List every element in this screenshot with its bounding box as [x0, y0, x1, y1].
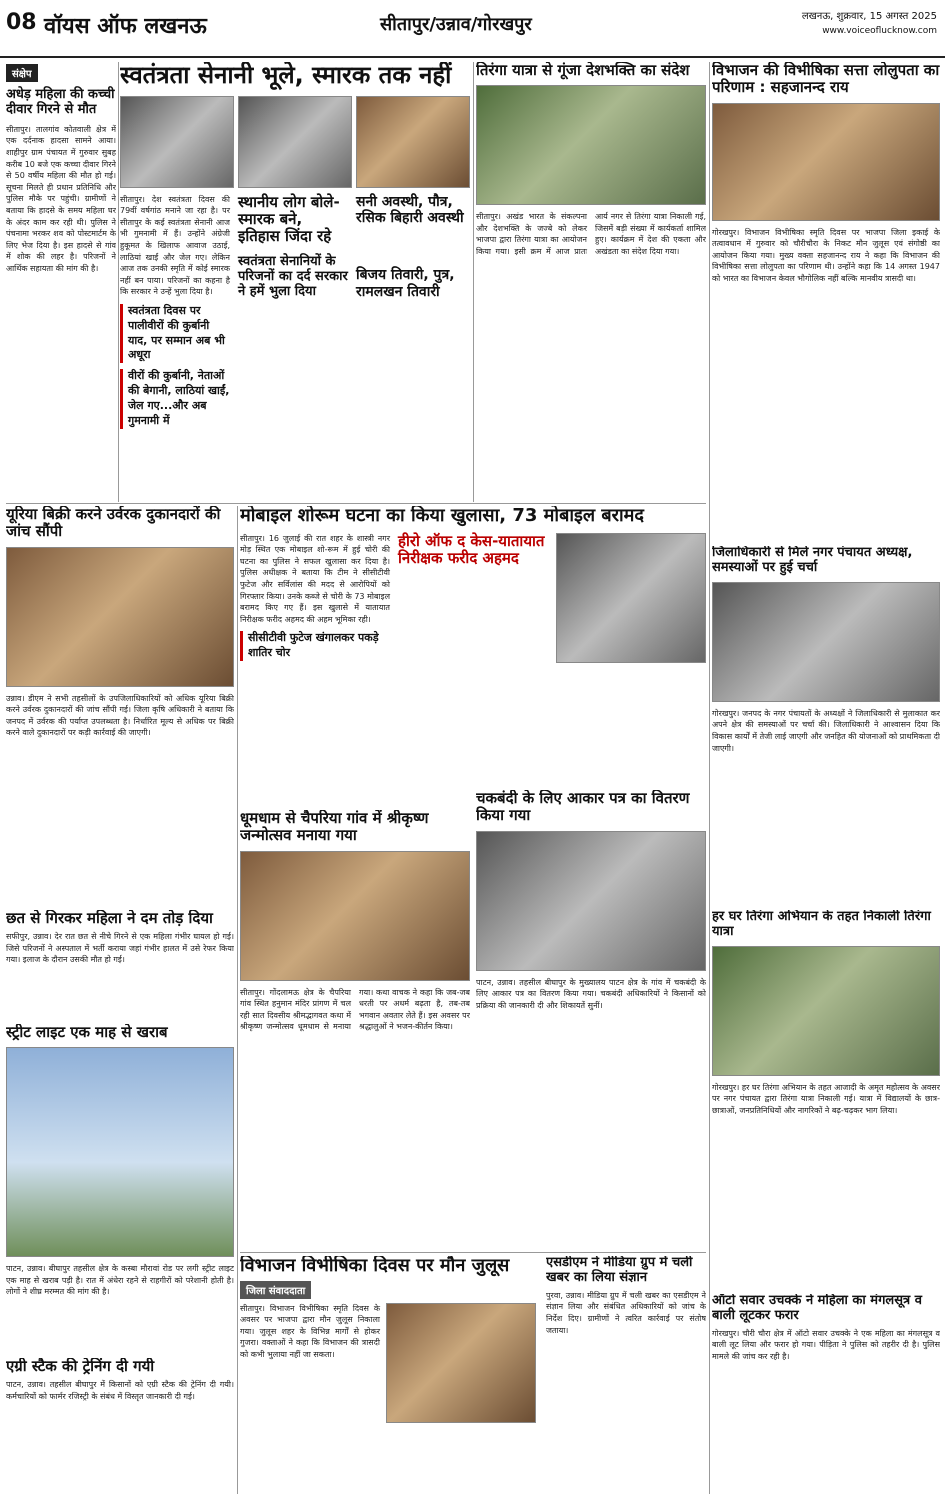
tiranga-headline: तिरंगा यात्रा से गूंजा देशभक्ति का संदेश: [476, 62, 690, 79]
fertilizer-story: [6, 506, 234, 906]
issue-date: लखनऊ, शुक्रवार, 15 अगस्त 2025: [801, 11, 937, 22]
vibhajan-photo: [712, 103, 940, 221]
chakbandi-body: पाटन, उन्नाव। तहसील बीघापुर के मुख्यालय पाटन क्षेत्र के गांव में चकबंदी के लिए आकार पत्र का वितरण किया गया। चकबंदी अधिकारियों ने किसानों को प्रक्रिया की जानकारी दी और शिकायतें सुनीं।: [476, 977, 706, 1010]
tiranga-photo: [476, 85, 706, 205]
vibhajan-headline: विभाजन की विभीषिका सत्ता लोलुपता का परिणाम : सहजानन्द राय: [712, 62, 940, 97]
fertilizer-photo: [6, 547, 234, 687]
janmashtami-story: [240, 810, 470, 1250]
jila-photo: [712, 582, 940, 702]
maun-tag: जिला संवाददाता: [240, 1281, 311, 1299]
freedom-fighters-story: [120, 62, 470, 502]
person-quote-1: सनी अवस्थी, पौत्र, रसिक बिहारी अवस्थी: [356, 193, 464, 227]
brief-headline: अधेड़ महिला की कच्ची दीवार गिरने से मौत: [6, 87, 115, 117]
person-quote-2: बिजय तिवारी, पुत्र, रामलखन तिवारी: [356, 267, 455, 300]
sdm-body: पुरवा, उन्नाव। मीडिया ग्रुप में चली खबर का एसडीएम ने संज्ञान लिया और संबंधित अधिकारियों को जांच के निर्देश दिए। ग्रामीणों ने त्वरित कार्रवाई पर संतोष जताया।: [546, 1290, 706, 1335]
brief-tag: संक्षेप: [6, 64, 38, 82]
janmashtami-body: सीतापुर। गोंदलामऊ क्षेत्र के चैपरिया गांव स्थित हनुमान मंदिर प्रांगण में चल रही सात दिवसीय श्रीमद्भागवत कथा में श्रीकृष्ण जन्मोत्सव धूमधाम से मनाया गया। कथा वाचक ने कहा कि जब-जब धरती पर अधर्म बढ़ता है, तब-तब भगवान अवतार लेते हैं। इस अवसर पर श्रद्धालुओं ने भजन-कीर्तन किया।: [240, 987, 470, 1032]
fighter-photo-1: [120, 96, 234, 188]
chakbandi-story: [476, 790, 706, 1070]
fighter-photo-3: [356, 96, 470, 188]
harghar-body: गोरखपुर। हर घर तिरंगा अभियान के तहत आजादी के अमृत महोत्सव के अवसर पर नगर पंचायत द्वारा तिरंगा यात्रा निकाली गई। यात्रा में विद्यालयों के छात्र-छात्राओं, जनप्रतिनिधियों और नागरिकों ने बढ़-चढ़कर भाग लिया।: [712, 1082, 940, 1116]
agri-body: पाटन, उन्नाव। तहसील बीघापुर में किसानों को एग्री स्टैक की ट्रेनिंग दी गयी। कर्मचारियों को फार्मर रजिस्ट्री के संबंध में विस्तृत जानकारी दी गई।: [6, 1380, 234, 1401]
streetlight-body: पाटन, उन्नाव। बीघापुर तहसील क्षेत्र के कस्बा मौरावां रोड पर लगी स्ट्रीट लाइट एक माह से खराब पड़ी है। रात में अंधेरा रहने से राहगीरों को परेशानी होती है। लोगों ने शीघ्र मरम्मत की मांग की है।: [6, 1264, 234, 1297]
mangalsutra-headline: ऑटो सवार उचक्के ने महिला का मंगलसूत्र व बाली लूटकर फरार: [712, 1294, 922, 1323]
sdm-headline: एसडीएम ने मीडिया ग्रुप में चली खबर का लिया संज्ञान: [546, 1256, 693, 1285]
chakbandi-headline: चकबंदी के लिए आकार पत्र का वितरण किया गया: [476, 790, 690, 825]
chakbandi-photo: [476, 831, 706, 971]
vibhajan-story: [712, 62, 940, 542]
jila-headline: जिलाधिकारी से मिले नगर पंचायत अध्यक्ष, समस्याओं पर हुई चर्चा: [712, 546, 913, 575]
row-rule: [240, 1252, 706, 1253]
paper-name: वॉयस ऑफ लखनऊ: [44, 14, 207, 39]
page-number: 08: [6, 10, 37, 35]
mobile-photo: [556, 533, 706, 663]
harghar-photo: [712, 946, 940, 1076]
harghar-headline: हर घर तिरंगा अभियान के तहत निकाली तिरंगा यात्रा: [712, 910, 931, 939]
jila-story: [712, 546, 940, 906]
mangalsutra-story: [712, 1294, 940, 1494]
fighter-photo-2: [238, 96, 352, 188]
agri-headline: एग्री स्टैक की ट्रेनिंग दी गयी: [6, 1358, 155, 1375]
row-rule: [6, 503, 706, 504]
harghar-story: [712, 910, 940, 1290]
maun-headline: विभाजन विभीषिका दिवस पर मौन जुलूस: [240, 1256, 510, 1276]
tiranga-story: [476, 62, 706, 502]
mangalsutra-body: गोरखपुर। चौरी चौरा क्षेत्र में ऑटो सवार उचक्के ने एक महिला का मंगलसूत्र व बाली लूट लिया और फरार हो गया। पीड़िता ने पुलिस को तहरीर दी है। पुलिस मामले की जांच कर रही है।: [712, 1328, 940, 1362]
mobile-headline: मोबाइल शोरूम घटना का किया खुलासा, 73 मोबाइल बरामद: [240, 506, 644, 526]
mobile-story: [240, 506, 706, 806]
maun-body: सीतापुर। विभाजन विभीषिका स्मृति दिवस के अवसर पर भाजपा द्वारा मौन जुलूस निकाला गया। जुलूस शहर के विभिन्न मार्गों से होकर गुजरा। वक्ताओं ने कहा कि विभाजन की त्रासदी को कभी भुलाया नहीं जा सकता।: [240, 1303, 380, 1360]
masthead: [0, 0, 945, 58]
mobile-hero: हीरो ऑफ द केस-यातायात निरीक्षक फरीद अहमद: [398, 531, 545, 567]
column-rule: [709, 62, 710, 1494]
janmashtami-photo: [240, 851, 470, 981]
website: www.voiceoflucknow.com: [822, 26, 937, 36]
freedom-sub-4: स्वतंत्रता सेनानियों के परिजनों का दर्द सरकार ने हमें भुला दिया: [238, 254, 348, 300]
section-title: सीतापुर/उन्नाव/गोरखपुर: [380, 14, 532, 35]
vibhajan-body: गोरखपुर। विभाजन विभीषिका स्मृति दिवस पर भाजपा जिला इकाई के तत्वावधान में गुरुवार को चौरीचौरा के निकट मौन जुलूस एवं संगोष्ठी का आयोजन किया गया। मुख्य वक्ता सहजानन्द राय ने कहा कि विभाजन की विभीषिका सत्ता लोलुपता का परिणाम थी। उन्होंने कहा कि 14 अगस्त 1947 को भारत का विभाजन केवल भौगोलिक नहीं बल्कि मानवीय त्रासदी था।: [712, 227, 940, 283]
streetlight-story: [6, 1024, 234, 1354]
sdm-story: [546, 1256, 706, 1494]
agri-story: [6, 1358, 234, 1494]
brief-body: सीतापुर। तालगांव कोतवाली क्षेत्र में एक दर्दनाक हादसा सामने आया। शाहीपुर ग्राम पंचायत में गुरुवार सुबह करीब 10 बजे एक कच्चा दीवार गिरने से 50 वर्षीय महिला की मौत हो गई। सूचना मिलते ही प्रधान प्रतिनिधि और पुलिस मौके पर पहुंची। ग्रामीणों ने बताया कि हादसे के समय महिला घर के अंदर काम कर रही थी। पुलिस ने पंचनामा भरकर शव को पोस्टमार्टम के लिए भेज दिया है। इस हादसे से गांव में शोक की लहर है। परिजनों ने आर्थिक सहायता की मांग की है।: [6, 124, 116, 273]
roof-headline: छत से गिरकर महिला ने दम तोड़ दिया: [6, 910, 213, 927]
fertilizer-headline: यूरिया बिक्री करने उर्वरक दुकानदारों की जांच सौंपी: [6, 506, 221, 541]
streetlight-headline: स्ट्रीट लाइट एक माह से खराब: [6, 1024, 168, 1041]
mobile-body: सीतापुर। 16 जुलाई की रात शहर के शास्त्री नगर मोड़ स्थित एक मोबाइल शो-रूम में हुई चोरी की घटना का पुलिस ने सफल खुलासा कर दिया है। पुलिस अधीक्षक ने बताया कि टीम ने सीसीटीवी फुटेज और सर्विलांस की मदद से आरोपियों को गिरफ्तार किया। उनके कब्जे से चोरी के 73 मोबाइल बरामद किए गए हैं। इस खुलासे में यातायात निरीक्षक फरीद अहमद की अहम भूमिका रही।: [240, 533, 390, 624]
roof-body: सफीपुर, उन्नाव। देर रात छत से नीचे गिरने से एक महिला गंभीर घायल हो गई। जिसे परिजनों ने अस्पताल में भर्ती कराया जहां गंभीर हालत में उसे रेफर किया गया। इलाज के दौरान उसकी मौत हो गई।: [6, 932, 234, 965]
roof-story: [6, 910, 234, 1020]
column-rule: [473, 62, 474, 502]
freedom-headline: स्वतंत्रता सेनानी भूले, स्मारक तक नहीं: [120, 62, 452, 89]
fertilizer-body: उन्नाव। डीएम ने सभी तहसीलों के उपजिलाधिकारियों को अधिक यूरिया बिक्री करने उर्वरक दुकानदारों की जांच सौंपी गई। जिला कृषि अधिकारी ने बताया कि जनपद में उर्वरक की पर्याप्त उपलब्धता है। निर्धारित मूल्य से अधिक पर बिक्री करने वाले दुकानदारों पर कड़ी कार्रवाई की जाएगी।: [6, 693, 234, 738]
freedom-sub-3: स्थानीय लोग बोले-स्मारक बने, इतिहास जिंदा रहे: [238, 192, 340, 246]
maun-photo: [386, 1303, 536, 1423]
freedom-sub-2: वीरों की कुर्बानी, नेताओं की बेगानी, लाठियां खाईं, जेल गए...और अब गुमनामी में: [120, 369, 230, 428]
jila-body: गोरखपुर। जनपद के नगर पंचायतों के अध्यक्षों ने जिलाधिकारी से मुलाकात कर अपने क्षेत्र की समस्याओं पर चर्चा की। जिलाधिकारी ने आश्वासन दिया कि विकास कार्यों में तेजी लाई जाएगी और जनहित की योजनाओं को प्राथमिकता दी जाएगी।: [712, 708, 940, 753]
janmashtami-headline: धूमधाम से चैपरिया गांव में श्रीकृष्ण जन्मोत्सव मनाया गया: [240, 810, 429, 845]
brief-news: [6, 62, 116, 502]
maun-story: [240, 1256, 540, 1494]
column-rule: [118, 62, 119, 502]
freedom-body: सीतापुर। देश स्वतंत्रता दिवस की 79वीं वर्षगांठ मनाने जा रहा है। पर सीतापुर के कई स्वतंत्रता सेनानी आज भी गुमनामी में हैं। उन्होंने अंग्रेजी हुकूमत के खिलाफ आवाज उठाई, लाठियां खाईं और जेल गए। लेकिन आज तक उनकी स्मृति में कोई स्मारक नहीं बन पाया। परिजनों का कहना है कि सरकार ने उन्हें भुला दिया है।: [120, 194, 230, 297]
freedom-sub-1: स्वतंत्रता दिवस पर पालीवीरों की कुर्बानी याद, पर सम्मान अब भी अधूरा: [120, 304, 230, 363]
streetlight-photo: [6, 1047, 234, 1257]
tiranga-body: सीतापुर। अखंड भारत के संकल्पना और देशभक्ति के जज्बे को लेकर भाजपा द्वारा तिरंगा यात्रा का आयोजन किया गया। इसी क्रम में आज प्रातः आर्य नगर से तिरंगा यात्रा निकाली गई, जिसमें बड़ी संख्या में कार्यकर्ता शामिल हुए। कार्यक्रम में देश की एकता और अखंडता का संदेश दिया गया।: [476, 212, 706, 257]
mobile-sub: सीसीटीवी फुटेज खंगालकर पकड़े शातिर चोर: [240, 631, 390, 661]
column-rule: [237, 506, 238, 1494]
